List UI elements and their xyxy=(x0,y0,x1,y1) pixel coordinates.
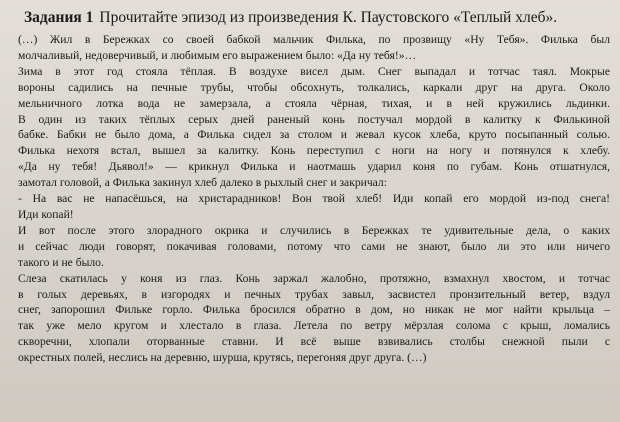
text-line: так уже мело кругом и хлестало в глаза. Летела по ветру мёрзлая солома с крыш, ломались xyxy=(18,319,610,333)
text-line: окрестных полей, неслись на деревню, шурша, крутясь, перегоняя друг друга. (…) xyxy=(18,351,427,365)
story-excerpt xyxy=(18,32,610,366)
text-line: «Да ну тебя! Дьявол!» — крикнул Филька и наотмашь ударил коня по губам. Конь отшатнулся, xyxy=(18,160,610,174)
text-line: в голых деревьях, в изгородях и печных трубах завыл, засвистел пронзительный ветер, вздул xyxy=(18,287,610,301)
task-number: Задания 1 xyxy=(24,9,94,26)
text-line: Слеза скатилась у коня из глаз. Конь заржал жалобно, протяжно, взмахнул хвостом, и тотчас xyxy=(18,271,610,285)
text-line: и сейчас люди говорят, покачивая головами, потому что сами не знают, было ли это или ничего xyxy=(18,239,610,253)
text-line: (…) Жил в Бережках со своей бабкой мальчик Филька, по прозвищу «Ну Тебя». Филька был xyxy=(18,33,610,46)
text-line: - На вас не напасёшься, на христарадников! Вон твой хлеб! Иди копай его мордой из-под снега! xyxy=(18,192,610,206)
task-heading xyxy=(24,8,610,28)
text-line: Филька нехотя встал, вышел за калитку. Конь переступил с ноги на ногу и потянулся к хлебу. xyxy=(18,144,610,158)
text-line: И вот после этого злорадного окрика и случились в Бережках те удивительные дела, о каких xyxy=(18,223,610,237)
text-line: такого и не было. xyxy=(18,255,104,269)
text-line: В один из таких тёплых серых дней раненый конь постучал мордой в калитку к Филькиной xyxy=(18,112,610,126)
text-line: мельничного лотка вода не замерзала, а стояла чёрная, тихая, и в ней кружились льдинки. xyxy=(18,96,610,110)
text-line: скворечни, хлопали оторванные ставни. И всё выше взвивались столбы снежной пыли с xyxy=(18,335,610,349)
task-instruction: Прочитайте эпизод из произведения К. Паустовского «Теплый хлеб». xyxy=(99,9,558,26)
text-line: замотал головой, а Филька закинул хлеб далеко в рыхлый снег и закричал: xyxy=(18,176,387,190)
text-line: снег, запорошил Фильке горло. Филька бросился обратно в дом, но никак не мог найти крыльца – xyxy=(18,303,610,317)
text-line: Зима в этот год стояла тёплая. В воздухе висел дым. Снег выпадал и тотчас таял. Мокрые xyxy=(18,64,610,78)
text-line: Иди копай! xyxy=(18,207,74,221)
text-line: бабке. Бабки не было дома, а Филька сидел за столом и жевал кусок хлеба, круто посыпанный солью. xyxy=(18,128,610,142)
text-line: вороны садились на печные трубы, чтобы обсохнуть, толкались, каркали друг на друга. Около xyxy=(18,80,610,94)
text-line: молчаливый, недоверчивый, и любимым его выражением было: «Да ну тебя!»… xyxy=(18,48,417,62)
